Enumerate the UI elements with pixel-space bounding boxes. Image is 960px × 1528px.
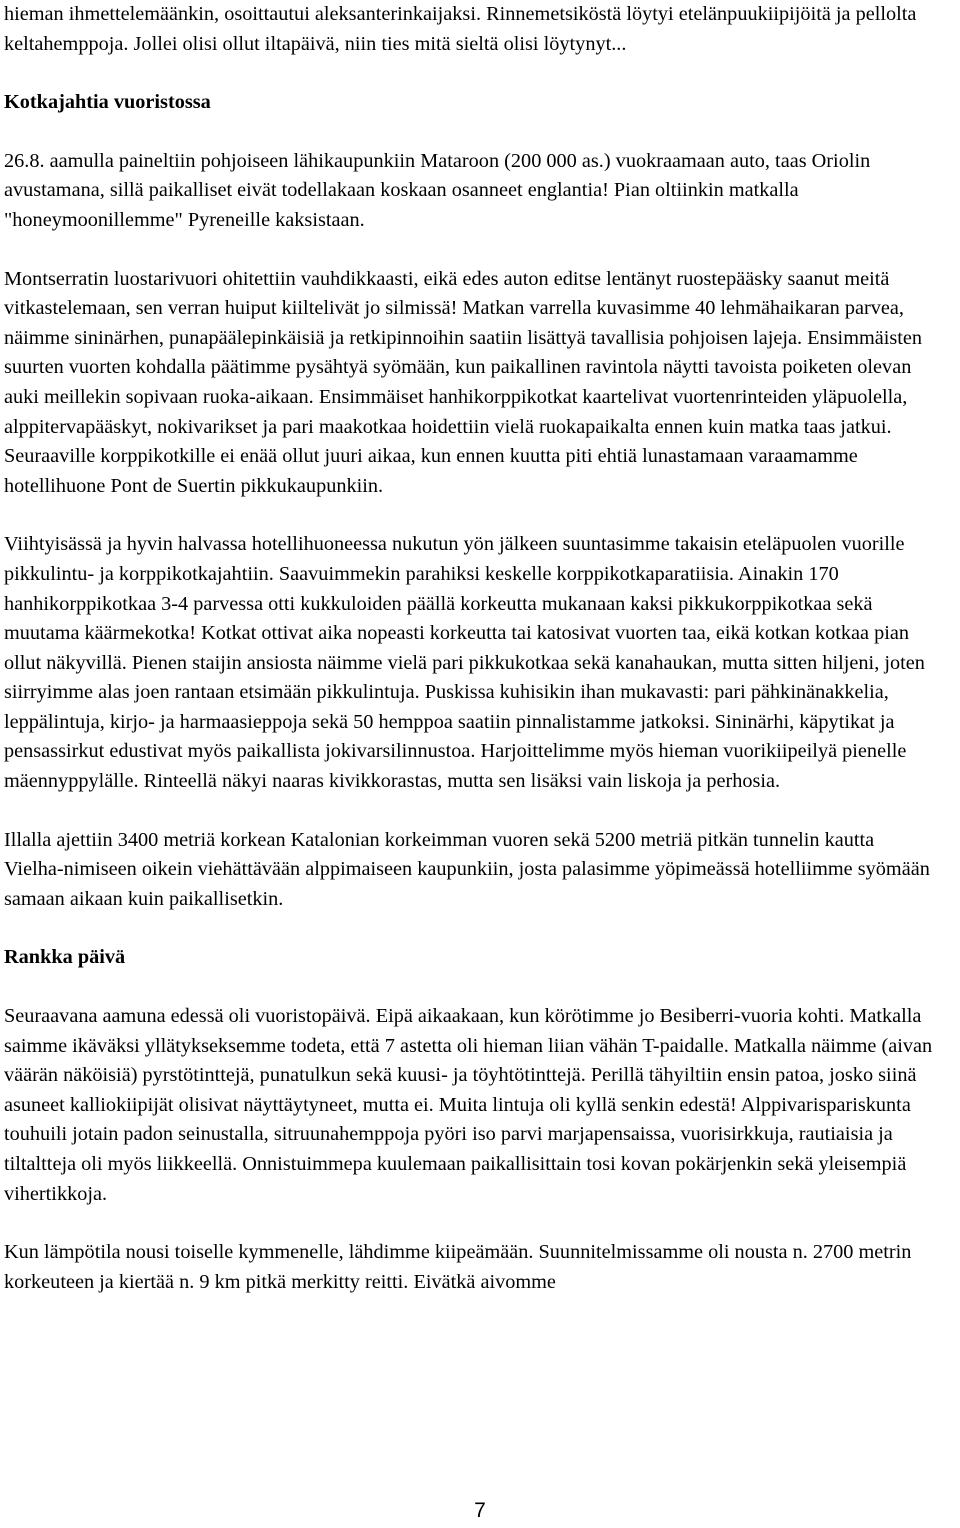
intro-paragraph: hieman ihmettelemäänkin, osoittautui aleksanterinkaijaksi. Rinnemetsiköstä löytyi etelänpuukiipijöitä ja pellolta keltahemppoja. Jollei olisi ollut iltapäivä, niin ties mitä sieltä olisi löytynyt... bbox=[4, 3, 917, 55]
paragraph-illalla: Illalla ajettiin 3400 metriä korkean Katalonian korkeimman vuoren sekä 5200 metriä pitkän tunnelin kautta Vielha-nimiseen oikein viehättävään alppimaiseen kaupunkiin, josta palasimme yöpimeässä hotelliimme syömään samaan aikaan kuin paikallisetkin. bbox=[4, 828, 930, 910]
paragraph-montserrat: Montserratin luostarivuori ohitettiin vauhdikkaasti, eikä edes auton editse lentänyt ruostepääsky saanut meitä vitkastelemaan, sen verran huiput kiiltelivät jo silmissä! Matkan varrella kuvasimme 40 lehmähaikaran parvea, näimme sininärhen, punapäälepinkäisiä ja retkipinnoihin saatiin lisättyä tavallisia pohjoisen lajeja. Ensimmäisten suurten vuorten kohdalla päätimme pysähtyä syömään, kun paikallinen ravintola näytti tavoista poiketen olevan auki meillekin sopivaan ruoka-aikaan. Ensimmäiset hanhikorppikotkat kaartelivat vuortenrinteiden yläpuolella, alppitervapääskyt, nokivarikset ja pari maakotkaa hoidettiin vielä ruokapaikalta ennen kuin matka taas jatkui. Seuraaville korppikotkille ei enää ollut juuri aikaa, kun ennen kuutta piti ehtiä lunastamaan varaamamme hotellihuone Pont de Suertin pikkukaupunkiin. bbox=[4, 267, 923, 497]
section-heading-kotkajahtia: Kotkajahtia vuoristossa bbox=[4, 91, 211, 114]
page-number: 7 bbox=[474, 1499, 486, 1522]
paragraph-kun: Kun lämpötila nousi toiselle kymmenelle, lähdimme kiipeämään. Suunnitelmissamme oli nousta n. 2700 metrin korkeuteen ja kiertää n. 9 km pitkä merkitty reitti. Eivätkä aivomme bbox=[4, 1241, 912, 1293]
paragraph-date: 26.8. aamulla paineltiin pohjoiseen lähikaupunkiin Mataroon (200 000 as.) vuokraamaan auto, taas Oriolin avustamana, sillä paikalliset eivät todellakaan koskaan osanneet englantia! Pian oltiinkin matkalla "honeymoonillemme" Pyreneille kaksistaan. bbox=[4, 149, 871, 231]
paragraph-viihtyisassa: Viihtyisässä ja hyvin halvassa hotellihuoneessa nukutun yön jälkeen suuntasimme takaisin eteläpuolen vuorille pikkulintu- ja korppikotkajahtiin. Saavuimmekin parahiksi keskelle korppikotkaparatiisia. Ainakin 170 hanhikorppikotkaa 3-4 parvessa otti kukkuloiden päällä korkeutta mukanaan kaksi pikkukorppikotkaa sekä muutama käärmekotka! Kotkat ottivat aika nopeasti korkeutta tai katosivat vuorten taa, eikä kotkan kotkaa pian ollut näkyvillä. Pienen staijin ansiosta näimme vielä pari pikkukotkaa sekä kanahaukan, mutta sitten hiljeni, joten siirryimme alas joen rantaan etsimään pikkulintuja. Puskissa kuhisikin ihan mukavasti: pari pähkinänakkelia, leppälintuja, kirjo- ja harmaasieppoja sekä 50 hemppoa saatiin pinnalistamme jatkoksi. Sininärhi, käpytikat ja pensassirkut edustivat myös paikallista jokivarsilinnustoa. Harjoittelimme myös hieman vuorikiipeilyä pienelle mäennyppylälle. Rinteellä näkyi naaras kivikkorastas, mutta sen lisäksi vain liskoja ja perhosia. bbox=[4, 533, 925, 793]
document-page bbox=[4, 0, 936, 1297]
paragraph-seuraavana: Seuraavana aamuna edessä oli vuoristopäivä. Eipä aikaakaan, kun körötimme jo Besiberri-vuoria kohti. Matkalla saimme ikäväksi yllätykseksemme todeta, että 7 astetta oli hieman liian vähän T-paidalle. Matkalla näimme (aivan väärän näköisiä) pyrstötinttejä, punatulkun sekä kuusi- ja töyhtötinttejä. Perillä tähyiltiin ensin patoa, josko siinä asuneet kalliokiipijät olisivat näyttäytyneet, mutta ei. Muita lintuja oli kyllä senkin edestä! Alppivarispariskunta touhuili jotain padon seinustalla, sitruunahemppoja pyöri iso parvi marjapensaissa, vuorisirkkuja, rautiaisia ja tiltaltteja oli myös liikkeellä. Onnistuimmepa kuulemaan paikallisittain tosi kovan pokärjenkin sekä yleisempiä vihertikkoja. bbox=[4, 1005, 933, 1205]
section-heading-rankka-paiva: Rankka päivä bbox=[4, 946, 126, 969]
